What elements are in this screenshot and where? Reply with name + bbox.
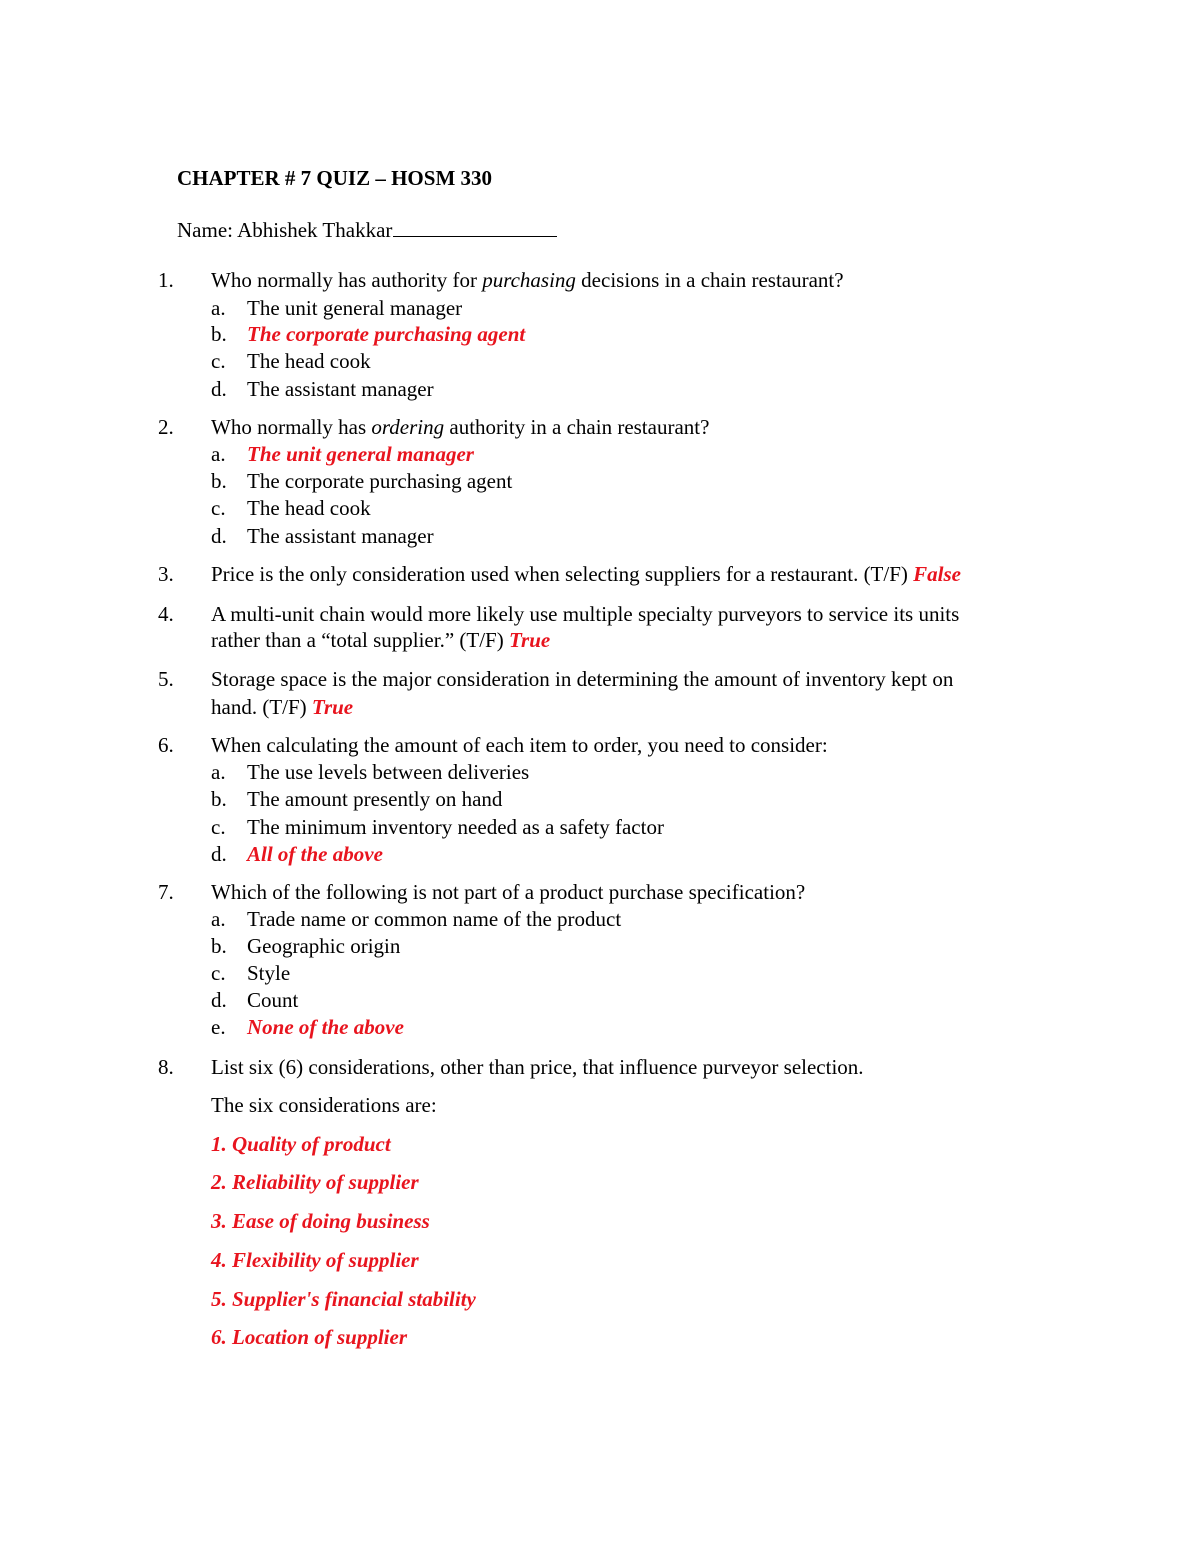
- option-text: The minimum inventory needed as a safety factor: [247, 815, 664, 839]
- question-text: List six (6) considerations, other than price, that influence purveyor selection.: [211, 1055, 864, 1079]
- answer-list-item: 3. Ease of doing business: [211, 1209, 430, 1233]
- option-text-answer: All of the above: [247, 842, 383, 866]
- option-text-answer: The corporate purchasing agent: [247, 322, 526, 346]
- answer-list-item: 4. Flexibility of supplier: [211, 1248, 419, 1272]
- question-number: 2.: [158, 415, 174, 439]
- option-text: The unit general manager: [247, 296, 463, 320]
- option-letter: d.: [211, 842, 227, 866]
- option-letter: c.: [211, 815, 226, 839]
- option-letter: c.: [211, 349, 226, 373]
- question-text-emphasis: purchasing: [482, 268, 576, 292]
- option-letter: a.: [211, 907, 226, 931]
- option-letter: d.: [211, 377, 227, 401]
- option-letter: b.: [211, 469, 227, 493]
- option-letter: a.: [211, 296, 226, 320]
- option-letter: a.: [211, 760, 226, 784]
- option-text: The assistant manager: [247, 524, 434, 548]
- option-letter: a.: [211, 442, 226, 466]
- question-number: 3.: [158, 562, 174, 586]
- question-text-post: authority in a chain restaurant?: [444, 415, 710, 439]
- question-text-body: Price is the only consideration used when selecting suppliers for a restaurant. (T/F): [211, 562, 914, 586]
- question-text: Which of the following is not part of a product purchase specification?: [211, 880, 806, 904]
- page-title: CHAPTER # 7 QUIZ – HOSM 330: [177, 166, 493, 190]
- question-text-line-2: [211, 694, 353, 720]
- answer-list-item: 2. Reliability of supplier: [211, 1170, 419, 1194]
- option-text: The corporate purchasing agent: [247, 469, 513, 493]
- option-letter: d.: [211, 988, 227, 1012]
- option-letter: b.: [211, 787, 227, 811]
- question-text-line-1: Storage space is the major consideration in determining the amount of inventory kept on: [211, 667, 954, 691]
- option-text: The head cook: [247, 349, 371, 373]
- name-label: Name: Abhishek Thakkar: [177, 218, 393, 242]
- question-text-line-1: A multi-unit chain would more likely use multiple specialty purveyors to service its units: [211, 602, 960, 626]
- answer-list-item: 1. Quality of product: [211, 1132, 391, 1156]
- question-text-body: hand. (T/F): [211, 695, 312, 719]
- question-number: 8.: [158, 1055, 174, 1079]
- question-text-pre: Who normally has authority for: [211, 268, 483, 292]
- option-letter: b.: [211, 934, 227, 958]
- option-letter: c.: [211, 961, 226, 985]
- question-text: [211, 267, 844, 293]
- question-text-body: rather than a “total supplier.” (T/F): [211, 628, 509, 652]
- option-text: The head cook: [247, 496, 371, 520]
- question-text: [211, 414, 709, 440]
- option-text-answer: The unit general manager: [247, 442, 474, 466]
- question-text-emphasis: ordering: [371, 415, 445, 439]
- option-text: The assistant manager: [247, 377, 434, 401]
- option-letter: e.: [211, 1015, 226, 1039]
- question-number: 4.: [158, 602, 174, 626]
- answer-list-item: 5. Supplier's financial stability: [211, 1287, 476, 1311]
- option-text: Count: [247, 988, 299, 1012]
- question-number: 1.: [158, 268, 174, 292]
- question-text-post: decisions in a chain restaurant?: [575, 268, 844, 292]
- answer-text: True: [311, 695, 354, 719]
- option-text: The use levels between deliveries: [247, 760, 530, 784]
- question-number: 5.: [158, 667, 174, 691]
- option-text: Trade name or common name of the product: [247, 907, 622, 931]
- question-text: [211, 561, 961, 587]
- option-text: The amount presently on hand: [247, 787, 503, 811]
- answer-list-item: 6. Location of supplier: [211, 1325, 408, 1349]
- question-number: 6.: [158, 733, 174, 757]
- answer-text: True: [508, 628, 551, 652]
- question-text-pre: Who normally has: [211, 415, 372, 439]
- answer-text: False: [913, 562, 961, 586]
- option-text: Geographic origin: [247, 934, 401, 958]
- option-text-answer: None of the above: [247, 1015, 404, 1039]
- question-text-line-2: [211, 627, 550, 653]
- answer-intro: The six considerations are:: [211, 1093, 437, 1117]
- question-text: When calculating the amount of each item to order, you need to consider:: [211, 733, 828, 757]
- option-letter: d.: [211, 524, 227, 548]
- option-letter: b.: [211, 322, 227, 346]
- option-letter: c.: [211, 496, 226, 520]
- option-text: Style: [247, 961, 291, 985]
- question-number: 7.: [158, 880, 174, 904]
